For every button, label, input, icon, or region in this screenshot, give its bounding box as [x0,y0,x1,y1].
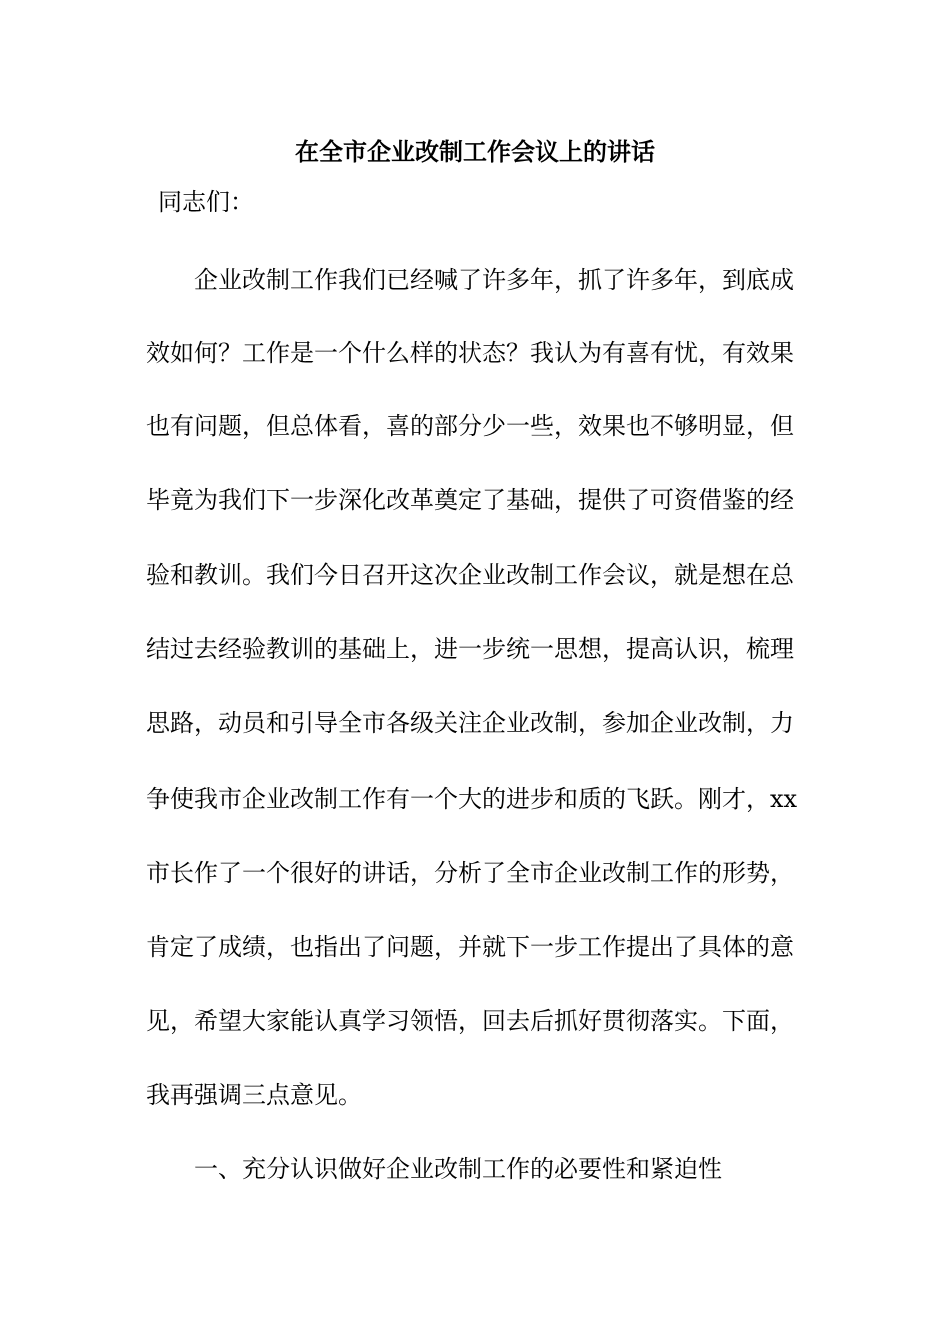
paragraph-line: 结过去经验教训的基础上，进一步统一思想，提高认识，梳理 [146,635,794,663]
paragraph-line: 市长作了一个很好的讲话，分析了全市企业改制工作的形势， [146,859,794,887]
paragraph-line: 效如何？工作是一个什么样的状态？我认为有喜有忧，有效果 [146,339,794,367]
paragraph-line: 见，希望大家能认真学习领悟，回去后抓好贯彻落实。下面， [146,1007,794,1035]
paragraph-line: 毕竟为我们下一步深化改革奠定了基础，提供了可资借鉴的经 [146,486,794,514]
paragraph-line: 思路，动员和引导全市各级关注企业改制，参加企业改制，力 [146,709,794,737]
paragraph-line: 争使我市企业改制工作有一个大的进步和质的飞跃。刚才，xx [146,785,798,813]
paragraph-line: 验和教训。我们今日召开这次企业改制工作会议，就是想在总 [146,561,794,589]
paragraph-line: 企业改制工作我们已经喊了许多年，抓了许多年，到底成 [146,266,794,294]
salutation: 同志们： [158,188,254,216]
section-heading: 一、充分认识做好企业改制工作的必要性和紧迫性 [194,1155,722,1183]
paragraph-line: 我再强调三点意见。 [146,1081,362,1109]
paragraph-line: 肯定了成绩，也指出了问题，并就下一步工作提出了具体的意 [146,933,794,961]
paragraph-line: 也有问题，但总体看，喜的部分少一些，效果也不够明显，但 [146,412,794,440]
document-title: 在全市企业改制工作会议上的讲话 [295,137,655,166]
